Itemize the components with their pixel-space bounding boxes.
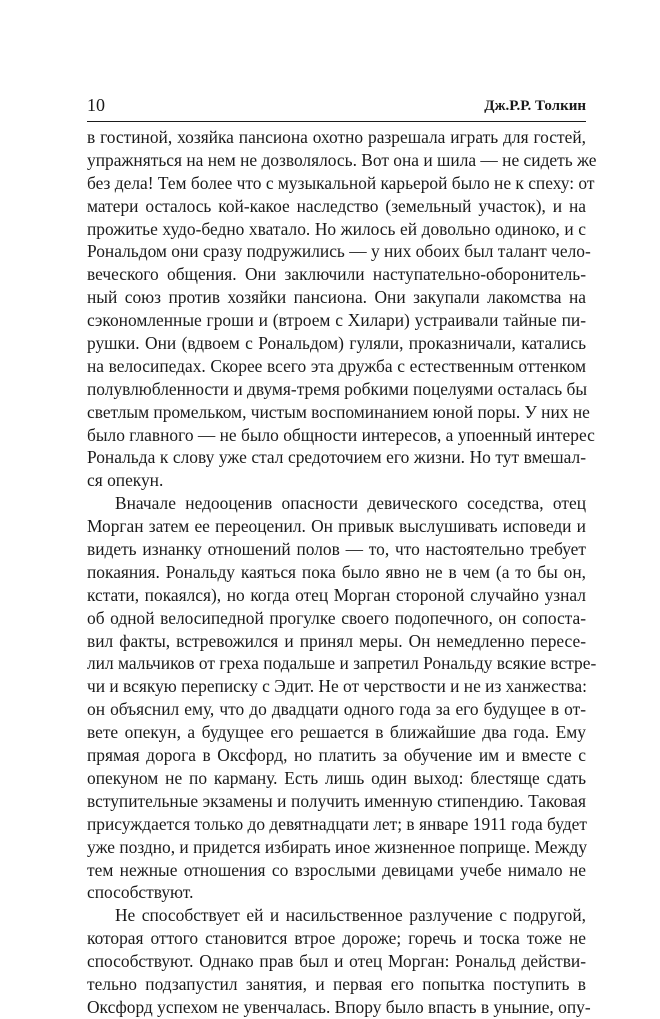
page-number: 10	[87, 95, 105, 115]
text-line: тельно подзапустил занятия, и первая его попытка поступить в	[87, 973, 586, 994]
text-line: в гостиной, хозяйка пансиона охотно разрешала играть для гостей,	[87, 127, 586, 147]
body-text	[87, 126, 597, 1019]
text-line: упражняться на нем не дозволялось. Вот она и шила — не сидеть же	[87, 149, 597, 170]
text-line: Вначале недооценив опасности девического соседства, отец	[115, 493, 586, 514]
text-line: видеть изнанку отношений полов — то, что настоятельно требует	[87, 539, 586, 560]
text-line: способствуют.	[87, 882, 194, 903]
text-line: тем нежные отношения со взрослыми девицами учебе нимало не	[87, 859, 586, 880]
text-line: полувлюбленности и двумя-тремя робкими поцелуями осталась бы	[87, 378, 588, 399]
text-line: вил факты, встревожился и принял меры. Он немедленно пересе-	[87, 630, 586, 651]
text-line: присуждается только до девятнадцати лет; в январе 1911 года будет	[87, 813, 587, 834]
text-line: Рональдом они сразу подружились — у них обоих был талант чело-	[87, 241, 591, 262]
text-line: ный союз против хозяйки пансиона. Они закупали лакомства на	[87, 287, 586, 308]
text-line: вете опекун, а будущее его решается в ближайшие два года. Ему	[87, 722, 586, 743]
text-line: веческого общения. Они заключили наступательно-оборонитель-	[87, 264, 586, 285]
text-line: ся опекун.	[87, 470, 164, 491]
text-line: чи и всякую переписку с Эдит. Не от черствости и не из ханжества:	[87, 676, 587, 697]
text-line: Оксфорд успехом не увенчалась. Впору было впасть в уныние, опу-	[87, 996, 591, 1017]
text-line: Рональда к слову уже стал средоточием его жизни. Но тут вмешал-	[87, 447, 586, 468]
text-line: уже поздно, и придется избирать иное жизненное поприще. Между	[87, 836, 588, 857]
text-line: Не способствует ей и насильственное разлучение с подругой,	[115, 905, 586, 926]
text-line: рушки. Они (вдвоем с Рональдом) гуляли, проказничали, катались	[87, 333, 586, 354]
text-line: прожитье худо-бедно хватало. Но жилось ей довольно одиноко, и с	[87, 218, 586, 239]
page-header	[87, 94, 586, 120]
text-line: лил мальчиков от греха подальше и запретил Рональду всякие встре-	[87, 653, 597, 674]
text-line: матери осталось кой-какое наследство (земельный участок), и на	[87, 195, 586, 216]
header-rule	[87, 121, 586, 122]
text-line: об одной велосипедной прогулке своего подопечного, он сопоста-	[87, 607, 586, 628]
text-line: кстати, покаялся), но когда отец Морган стороной случайно узнал	[87, 584, 586, 605]
text-line: светлым промельком, чистым воспоминанием юной поры. У них не	[87, 401, 590, 422]
text-line: без дела! Тем более что с музыкальной карьерой было не к спеху: от	[87, 172, 595, 193]
text-line: он объяснил ему, что до двадцати одного года за его будущее в от-	[87, 699, 586, 720]
text-line: способствуют. Однако прав был и отец Морган: Рональд действи-	[87, 951, 586, 972]
text-line: прямая дорога в Оксфорд, но платить за обучение им и вместе с	[87, 745, 586, 766]
text-line: вступительные экзамены и получить именную стипендию. Таковая	[87, 790, 586, 811]
text-line: опекуном не по карману. Есть лишь один выход: блестяще сдать	[87, 767, 586, 788]
text-line: Морган затем ее переоценил. Он привык выслушивать исповеди и	[87, 516, 586, 537]
text-line: на велосипедах. Скорее всего эта дружба с естественным оттенком	[87, 355, 586, 376]
text-line: которая оттого становится втрое дороже; горечь и тоска тоже не	[87, 928, 586, 949]
text-line: сэкономленные гроши и (втроем с Хилари) устраивали тайные пи-	[87, 310, 586, 331]
text-line: было главного — не было общности интересов, а упоенный интерес	[87, 424, 595, 445]
text-line: покаяния. Рональду каяться пока было явно не в чем (а то бы он,	[87, 561, 586, 582]
running-head: Дж.Р.Р. Толкин	[484, 98, 586, 114]
